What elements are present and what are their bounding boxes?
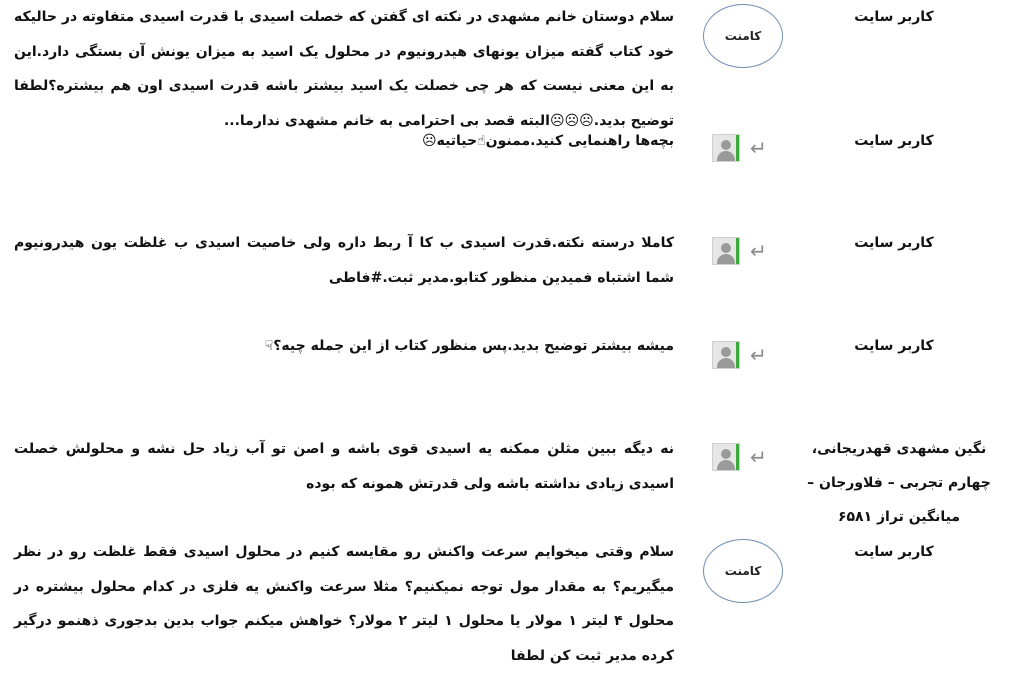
reply-arrow-icon[interactable]: ↵ [750, 239, 767, 263]
comment-badge[interactable]: کامنت [703, 4, 783, 68]
comment-text: میشه بیشتر توضیح بدید.پس منظور کتاب از این جمله چیه؟☟ [264, 338, 674, 354]
comment-text: سلام وقتی میخوایم سرعت واکنش رو مقایسه کنیم در محلول اسیدی فقط غلظت رو در نظر میگیریم؟ به مقدار مول توجه نمیکنیم؟ مثلا سرعت واکنش یه فلزی در کدام محلول بیشتره در محلول ۴ لیتر ۱ مولار یا محلول ۱ لیتر ۲ مولار؟ خواهش میکنم جواب بدین بدجوری ذهنمو درگیر کرده مدیر ثبت کن لطفا [14, 544, 674, 664]
comment-author: کاربر سایت [854, 338, 934, 354]
comment-text: نه دیگه ببین مثلن ممکنه یه اسیدی قوی باشه و اصن تو آب زیاد حل نشه و محلولش خصلت اسیدی زیادی نداشته باشه ولی قدرتش همونه که بوده [14, 441, 674, 492]
comment-author: کاربر سایت [854, 133, 934, 149]
comment-author: کاربر سایت [854, 235, 934, 251]
avatar [712, 134, 740, 162]
comment-badge[interactable]: کامنت [703, 539, 783, 603]
reply-arrow-icon[interactable]: ↵ [750, 445, 767, 469]
avatar [712, 237, 740, 265]
avatar [712, 443, 740, 471]
reply-arrow-icon[interactable]: ↵ [750, 136, 767, 160]
comment-text: سلام دوستان خانم مشهدی در نکته ای گفتن که خصلت اسیدی با قدرت اسیدی متفاوته در حالیکه خود کتاب گفته میزان یونهای هیدرونیوم در محلول یک اسید به میزان یونش آن بستگی دارد.این به این معنی نیست که هر چی خصلت یک اسید بیشتر باشه قدرت اسیدی اون هم بیشتره؟لطفا توضیح بدید.☹☹☹البته قصد بی احترامی به خانم مشهدی ندارما... [14, 9, 674, 129]
avatar [712, 341, 740, 369]
comment-author: نگین مشهدی قهدریجانی، چهارم تجربی – فلاورجان – میانگین تراز ۶۵۸۱ [807, 441, 991, 525]
comment-author: کاربر سایت [854, 9, 934, 25]
comment-text: بچه‌ها راهنمایی کنید.ممنون☝حیاتیه☹ [421, 133, 674, 149]
reply-arrow-icon[interactable]: ↵ [750, 343, 767, 367]
comment-author: کاربر سایت [854, 544, 934, 560]
comment-text: کاملا درسته نکته.قدرت اسیدی ب کا آ ربط داره ولی خاصیت اسیدی ب غلظت یون هیدرونیوم شما اشتباه فمیدین منظور کتابو.مدیر ثبت.#فاطی [14, 235, 674, 286]
